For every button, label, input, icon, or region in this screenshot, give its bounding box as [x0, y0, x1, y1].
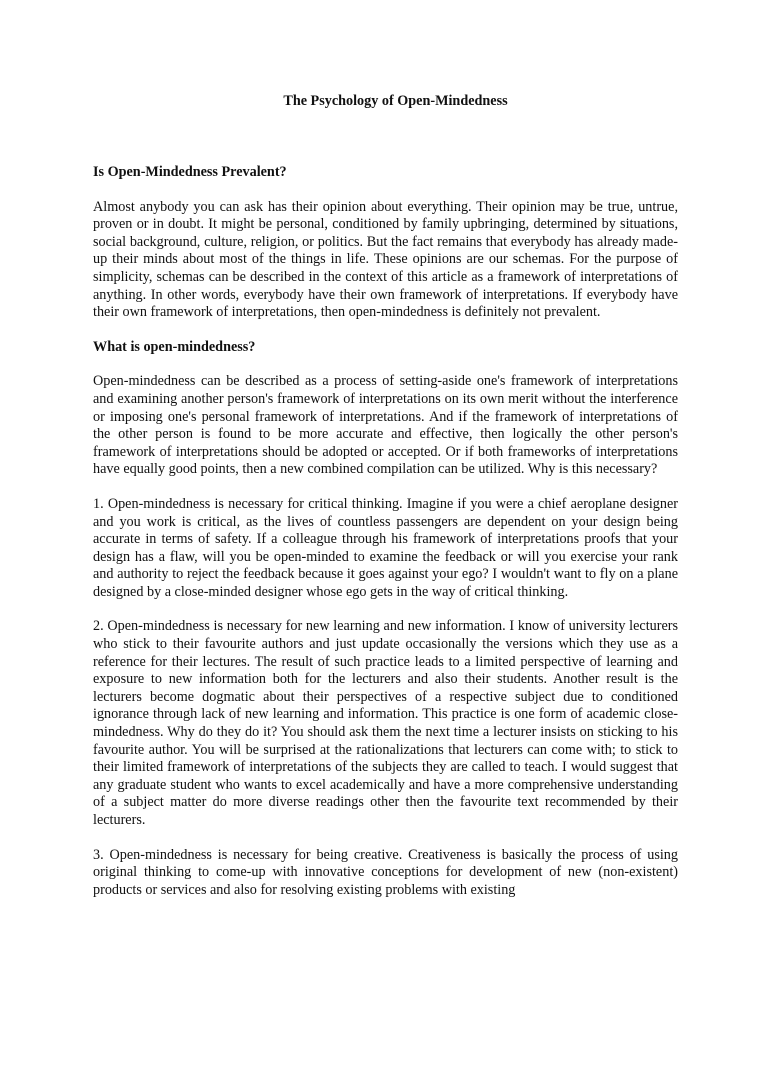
paragraph-point-2-new-learning: 2. Open-mindedness is necessary for new learning and new information. I know of university lecturers who stick to their favourite authors and just update occasionally the versions which they use as a reference for their lectures. The result of such practice leads to a limited perspective of learning and exposure to new information both for the lecturers and also their students. Another result is the lecturers become dogmatic about their perspectives of a respective subject due to conditioned ignorance through lack of new learning and information. This practice is one form of academic close-mindedness. Why do they do it? You should ask them the next time a lecturer insists on sticking to his favourite author. You will be surprised at the rationalizations that lecturers can come with; to stick to their limited framework of interpretations of the subjects they are called to teach. I would suggest that any graduate student who wants to excel academically and have a more comprehensive understanding of a subject matter do more diverse readings other then the favourite text recommended by their lecturers.	[93, 618, 678, 828]
section-heading-prevalent: Is Open-Mindedness Prevalent?	[93, 164, 287, 180]
paragraph-definition: Open-mindedness can be described as a process of setting-aside one's framework of interpretations and examining another person's framework of interpretations on its own merit without the interference or imposing one's personal framework of interpretations. And if the framework of interpretations of the other person is found to be more accurate and effective, then logically the other person's framework of interpretations should be adopted or accepted. Or if both frameworks of interpretations have equally good points, then a new combined compilation can be utilized. Why is this necessary?	[93, 373, 678, 478]
section-heading-what-is: What is open-mindedness?	[93, 338, 256, 355]
document-title: The Psychology of Open-Mindedness	[283, 93, 508, 109]
paragraph-point-3-creative: 3. Open-mindedness is necessary for being creative. Creativeness is basically the process of using original thinking to come-up with innovative conceptions for development of new (non-existent) products or services and also for resolving existing problems with existing	[93, 846, 678, 898]
paragraph-point-1-critical-thinking: 1. Open-mindedness is necessary for critical thinking. Imagine if you were a chief aeroplane designer and you work is critical, as the lives of countless passengers are dependent on your design being accurate in terms of safety. If a colleague through his framework of interpretations proofs that your design has a flaw, will you be open-minded to examine the feedback or will you exercise your rank and authority to reject the feedback because it goes against your ego? I wouldn't want to fly on a plane designed by a close-minded designer whose ego gets in the way of critical thinking.	[93, 495, 678, 600]
document-body	[93, 93, 678, 899]
paragraph-prevalent: Almost anybody you can ask has their opinion about everything. Their opinion may be true, untrue, proven or in doubt. It might be personal, conditioned by family upbringing, determined by situations, social background, culture, religion, or politics. But the fact remains that everybody has already made-up their minds about most of the things in life. These opinions are our schemas. For the purpose of simplicity, schemas can be described in the context of this article as a framework of interpretations of anything. In other words, everybody have their own framework of interpretations. If everybody have their own framework of interpretations, then open-mindedness is definitely not prevalent.	[93, 198, 678, 321]
